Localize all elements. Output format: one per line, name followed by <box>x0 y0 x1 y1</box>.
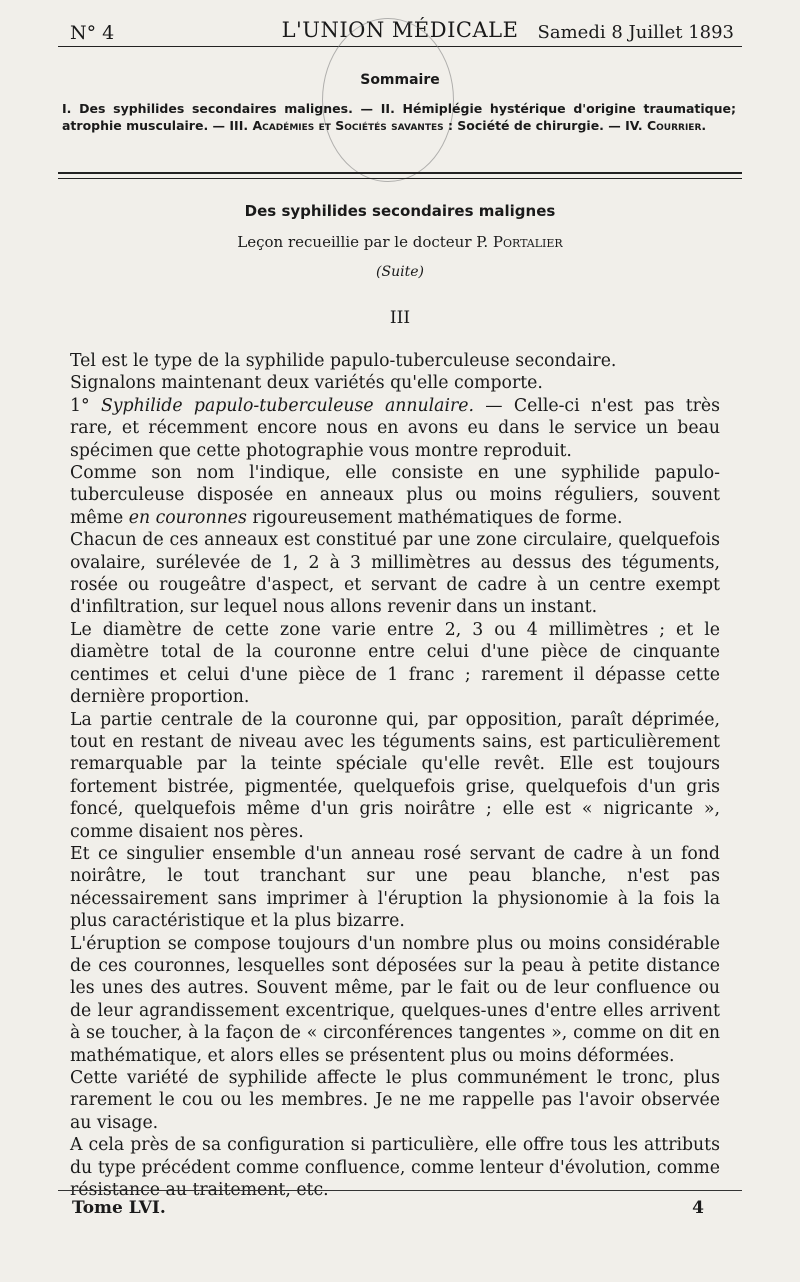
sommaire-item-1: I. Des syphilides secondaires malignes. — <box>62 101 374 116</box>
issue-number: N° 4 <box>70 22 115 44</box>
article-byline <box>0 233 800 251</box>
sommaire-item-4: Courrier. <box>646 118 707 133</box>
paragraph-10: Cette variété de syphilide affecte le plus communément le tronc, plus rarement le cou ou les membres. Je ne me rappelle pas l'avoir observée au visage. <box>70 1068 720 1133</box>
variety-heading: Syphilide papulo-tuberculeuse annulaire. <box>100 395 474 416</box>
article-body <box>70 350 720 1201</box>
page-number: 4 <box>692 1198 704 1218</box>
paragraph-7: La partie centrale de la couronne qui, par opposition, paraît déprimée, tout en restant de niveau avec les téguments sains, est particulièrement remarquable par la teinte spéciale qu'elle revêt. Elle est toujours fortement bistrée, pigmentée, quelquefois grise, quelquefois d'un gris foncé, quelquefois même d'un gris noirâtre ; elle est « nigricante », comme disaient nos pères. <box>70 709 720 842</box>
journal-title: L'UNION MÉDICALE <box>281 18 519 42</box>
paragraph-3 <box>70 395 720 462</box>
sommaire-item-4-prefix: IV. <box>625 118 643 133</box>
byline-prefix: Leçon recueillie par le docteur P. <box>237 233 489 251</box>
paragraph-6: Le diamètre de cette zone varie entre 2, 3 ou 4 millimètres ; et le diamètre total de la couronne entre celui d'une pièce de cinquante centimes et celui d'une pièce de 1 franc ; rarement il dépasse cette dernière proportion. <box>70 619 720 708</box>
article-title: Des syphilides secondaires malignes <box>244 202 556 220</box>
paragraph-4-italic: en couronnes <box>128 507 247 528</box>
sommaire-rule-thin <box>58 178 742 179</box>
sommaire-item-2: II. Hémiplégie hystérique d'origine traumatique; atrophie musculaire. — <box>62 101 737 133</box>
byline-author: Portalier <box>492 233 563 251</box>
sommaire-contents <box>62 100 736 134</box>
paragraph-4-end: rigoureusement mathématiques de forme. <box>246 507 623 528</box>
list-marker: 1° <box>70 395 101 416</box>
section-number: III <box>389 308 411 328</box>
paragraph-8: Et ce singulier ensemble d'un anneau rosé servant de cadre à un fond noirâtre, le tout tranchant sur une peau blanche, n'est pas nécessairement sans imprimer à l'éruption la physionomie à la fois la plus caractéristique et la plus bizarre. <box>70 843 720 932</box>
footer-rule <box>58 1190 742 1191</box>
paragraph-4 <box>70 462 720 529</box>
paragraph-9: L'éruption se compose toujours d'un nombre plus ou moins considérable de ces couronnes, lesquelles sont déposées sur la peau à petite distance les unes des autres. Souvent même, par le fait ou de leur confluence ou de leur agrandissement excentrique, quelques-unes d'entre elles arrivent à se toucher, à la façon de « circonférences tangentes », comme on dit en mathématique, et alors elles se présentent plus ou moins déformées. <box>70 933 720 1066</box>
article-continued: (Suite) <box>376 264 424 280</box>
sommaire-title: Sommaire <box>360 72 440 88</box>
volume-label: Tome LVI. <box>72 1198 166 1218</box>
sommaire-rule-thick <box>58 172 742 174</box>
issue-date: Samedi 8 Juillet 1893 <box>537 22 734 43</box>
paragraph-11: A cela près de sa configuration si particulière, elle offre tous les attributs du type précédent comme confluence, comme lenteur d'évolution, comme résistance au traitement, etc. <box>70 1135 720 1201</box>
sommaire-item-3: Académies et Sociétés savantes <box>252 118 444 133</box>
paragraph-3-text: — Celle-ci n'est pas très rare, et récemment encore nous en avons eu dans le service un beau spécimen que cette photographie vous montre reproduit. <box>70 395 720 461</box>
paragraph-2: Signalons maintenant deux variétés qu'elle comporte. <box>70 373 543 394</box>
paragraph-4-text: Comme son nom l'indique, elle consiste en une syphilide papulo-tuberculeuse disposée en anneaux plus ou moins réguliers, souvent même <box>70 463 720 528</box>
sommaire-item-3-suffix: : Société de chirurgie. — <box>447 118 621 133</box>
paragraph-5: Chacun de ces anneaux est constitué par une zone circulaire, quelquefois ovalaire, surélevée de 1, 2 à 3 millimètres au dessus des téguments, rosée ou rougeâtre d'aspect, et servant de cadre à un centre exempt d'infiltration, sur lequel nous allons revenir dans un instant. <box>70 530 720 618</box>
paragraph-1: Tel est le type de la syphilide papulo-tuberculeuse secondaire. <box>70 351 617 371</box>
sommaire-item-3-prefix: III. <box>229 118 249 133</box>
